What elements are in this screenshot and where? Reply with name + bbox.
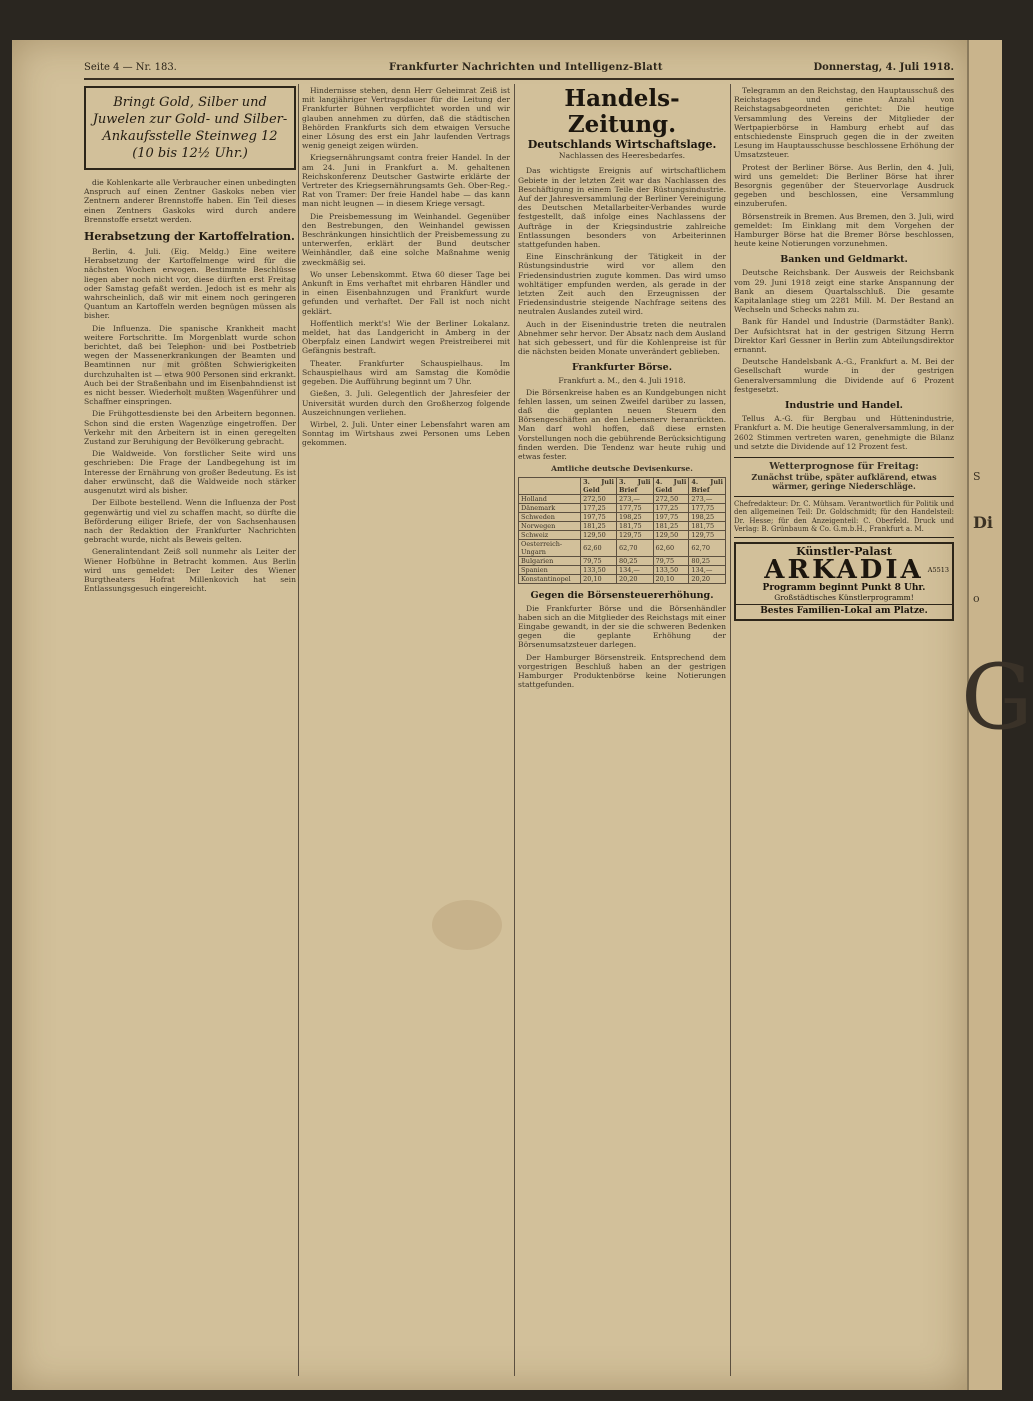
article-headline: Industrie und Handel. xyxy=(784,400,903,412)
table-cell: 177,75 xyxy=(616,503,653,512)
table-row xyxy=(519,565,726,574)
table-cell: 181,75 xyxy=(689,521,726,530)
article-paragraph: Eine Einschränkung der Tätigkeit in der Rüstungsindustrie wird vor allem den Friedensindustrien zugute kommen. Das wird umso wohltätiger empfunden werden, als gerade in der letzten Zeit auch den Erzeugnissen der Friedensindustrie steigende Nachfrage seitens des neutralen Auslandes zuteil wird. xyxy=(518,252,726,317)
table-cell: 129,50 xyxy=(653,530,689,539)
article-kicker: Nachlassen des Heeresbedarfes. xyxy=(558,151,686,161)
article-paragraph: Die Influenza. Die spanische Krankheit macht weitere Fortschritte. Im Morgenblatt wurde schon berichtet, daß bei Telephon- und bei Postbetrieb wegen der Massenerkrankungen der Beamten und Beamtinnen nur mit größten Schwierigkeiten durchzuhalten ist — etwa 900 Personen sind erkrankt. Auch bei der Straßenbahn und im Eisenbahndienst ist es nicht besser. Wiederholt mußten Wagenführer und Schaffner einspringen. xyxy=(84,323,296,407)
table-cell: Schweden xyxy=(519,512,581,521)
table-cell: 133,50 xyxy=(653,565,689,574)
newspaper-page xyxy=(12,40,967,1390)
masthead-title: Frankfurter Nachrichten und Intelligenz-Blatt xyxy=(389,62,663,73)
article-paragraph: Der Hamburger Börsenstreik. Entsprechend dem vorgestrigen Beschluß haben an der gestrigen Hamburger Produktenbörse keine Notierungen stattgefunden. xyxy=(518,652,726,690)
table-cell: 129,75 xyxy=(616,530,653,539)
article-paragraph: Hoffentlich merkt's! Wie der Berliner Lokalanz. meldet, hat das Landgericht in Amberg in der Oberpfalz einen Landwirt wegen Preistreiberei mit Gefängnis bestraft. xyxy=(302,318,510,356)
gold-ankauf-ad: Bringt Gold, Silber und Juwelen zur Gold- und Silber-Ankaufsstelle Steinweg 12 (10 bis 12½ Uhr.) xyxy=(84,86,296,170)
column-4 xyxy=(734,86,954,1376)
table-cell: 129,50 xyxy=(581,530,617,539)
article-paragraph: Theater. Frankfurter Schauspielhaus. Im Schauspielhaus wird am Samstag die Komödie gegeben. Die Aufführung beginnt um 7 Uhr. xyxy=(302,358,510,387)
table-header-row xyxy=(519,477,726,494)
table-cell: 129,75 xyxy=(689,530,726,539)
table-cell: 272,50 xyxy=(653,494,689,503)
article-paragraph: Generalintendant Zeiß soll nunmehr als Leiter der Wiener Hofbühne in Betracht kommen. Aus Berlin wird uns gemeldet: Der Leiter des Wiener Burgtheaters Hofrat Millenkovich hat sein Entlassungsgesuch eingereicht. xyxy=(84,547,296,594)
article-headline: Gegen die Börsensteuererhöhung. xyxy=(530,589,714,601)
table-cell: 272,50 xyxy=(581,494,617,503)
table-cell: 62,60 xyxy=(581,539,617,556)
weather-forecast: Zunächst trübe, später aufklärend, etwas wärmer, geringe Niederschläge. xyxy=(751,472,937,492)
table-header-cell: 3. Juli Geld xyxy=(581,477,617,494)
ad-code: A5513 xyxy=(927,565,949,574)
article-paragraph: Deutsche Handelsbank A.-G., Frankfurt a. M. Bei der Gesellschaft wurde in der gestrigen Generalversammlung die Dividende auf 6 Prozent festgesetzt. xyxy=(734,357,954,394)
article-paragraph: Hindernisse stehen, denn Herr Geheimrat Zeiß ist mit langjähriger Vertragsdauer für die Leitung der Frankfurter Bühnen verpflichtet worden und wir glauben annehmen zu dürfen, daß die städtischen Behörden Frankfurts sich dem etwaigen Versuche einer Lösung des erst ein Jahr laufenden Vertrags wenig geneigt zeigen würden. xyxy=(302,86,510,151)
table-cell: 198,25 xyxy=(616,512,653,521)
article-paragraph: Die Börsenkreise haben es an Kundgebungen nicht fehlen lassen, um seinen Zweifel darüber zu lassen, daß die geplanten neuen Steuern den Börsengeschäften an den Lebensnerv heranrückten. Man darf wohl hoffen, daß diese ernsten Vorstellungen noch die gebührende Berücksichtigung finden werden. Die Tendenz war heute ruhig und etwas fester. xyxy=(518,387,726,462)
table-cell: 79,75 xyxy=(581,556,617,565)
table-cell: Dänemark xyxy=(519,503,581,512)
column-3 xyxy=(518,86,726,1376)
table-cell: 197,75 xyxy=(581,512,617,521)
table-cell: 177,25 xyxy=(653,503,689,512)
next-page-edge xyxy=(961,40,1033,1390)
table-cell: 80,25 xyxy=(689,556,726,565)
table-header-cell: 4. Juli Brief xyxy=(689,477,726,494)
article-headline: Banken und Geldmarkt. xyxy=(780,254,908,266)
table-cell: 20,10 xyxy=(653,574,689,583)
article-paragraph: Kriegsernährungsamt contra freier Handel. In der am 24. Juni in Frankfurt a. M. gehaltenen Reichskonferenz Deutscher Gastwirte erklärte der Vertreter des Kriegsernährungsamts Geh. Ober-Reg.-Rat von Tramer: Der freie Handel habe — das kann man nicht leugnen — in diesem Kriege versagt. xyxy=(302,153,510,209)
table-cell: 133,50 xyxy=(581,565,617,574)
ad-program: Programm beginnt Punkt 8 Uhr. xyxy=(762,582,926,593)
column-1 xyxy=(84,86,296,1376)
table-cell: 181,75 xyxy=(616,521,653,530)
table-cell: 134,— xyxy=(616,565,653,574)
article-paragraph: Wo unser Lebenskommt. Etwa 60 dieser Tage bei Ankunft in Ems verhaftet mit ehrbaren Händler und in einen Eisenbahnzugen und Frankfurt wurde gefunden und verhaftet. Der Fall ist noch nicht geklärt. xyxy=(302,269,510,316)
table-cell: 62,60 xyxy=(653,539,689,556)
article-paragraph: die Kohlenkarte alle Verbraucher einen unbedingten Anspruch auf einen Zentner Gaskoks neben vier Zentnern anderer Brennstoffe haben. Ein Teil dieses einen Zentners Gaskoks wird durch andere Brennstoffe ersetzt werden. xyxy=(84,178,296,224)
column-divider xyxy=(730,84,731,1376)
ad-footer: Bestes Familien-Lokal am Platze. xyxy=(736,604,952,616)
table-row xyxy=(519,503,726,512)
page-header xyxy=(84,62,954,78)
article-paragraph: Der Eilbote bestellend. Wenn die Influenza der Post gegenwärtig und viel zu schaffen macht, so dürfte die Beförderung eiliger Briefe, der von Sachsenhausen nach der Redaktion der Frankfurter Nachrichten gebracht wurde, nicht als Beweis gelten. xyxy=(84,498,296,545)
table-cell: 20,10 xyxy=(581,574,617,583)
article-paragraph: Berlin, 4. Juli. (Eig. Meldg.) Eine weitere Herabsetzung der Kartoffelmenge wird für die nächsten Wochen erwogen. Bestimmte Beschlüsse liegen aber noch nicht vor, diese dürften erst Freitag oder Samstag gefaßt werden. Jedoch ist es mehr als wahrscheinlich, daß wir mit einem noch geringeren Quantum an Kartoffeln werden begnügen müssen als bisher. xyxy=(84,247,296,321)
table-cell: 198,25 xyxy=(689,512,726,521)
table-row xyxy=(519,512,726,521)
table-cell: 273,— xyxy=(616,494,653,503)
table-cell: 62,70 xyxy=(616,539,653,556)
column-divider xyxy=(298,84,299,1376)
article-dateline: Frankfurt a. M., den 4. Juli 1918. xyxy=(558,376,686,386)
header-rule xyxy=(84,78,954,80)
table-cell: Norwegen xyxy=(519,521,581,530)
column-divider xyxy=(514,84,515,1376)
article-paragraph: Bank für Handel und Industrie (Darmstädter Bank). Der Aufsichtsrat hat in der gestrigen Sitzung Herrn Direktor Karl Gessner in Berlin zum Abteilungsdirektor ernannt. xyxy=(734,317,954,355)
table-row xyxy=(519,539,726,556)
table-title: Amtliche deutsche Devisenkurse. xyxy=(551,464,693,474)
article-paragraph: Deutsche Reichsbank. Der Ausweis der Reichsbank vom 29. Juni 1918 zeigt eine starke Anspannung der Bank an diesem Quartalsschluß. Die gesamte Kapitalanlage stieg um 2281 Mill. M. Der Bestand an Wechseln und Schecks nahm zu. xyxy=(734,268,954,315)
ad-kicker: Künstler-Palast xyxy=(796,544,892,558)
table-cell: 197,75 xyxy=(653,512,689,521)
table-row xyxy=(519,530,726,539)
article-headline: Herabsetzung der Kartoffelration. xyxy=(84,230,295,244)
article-paragraph: Protest der Berliner Börse. Aus Berlin, den 4. Juli, wird uns gemeldet: Die Berliner Börse hat ihrer Besorgnis gegenüber der Steuervorlage Ausdruck gegeben und beschlossen, eine Versammlung einzuberufen. xyxy=(734,162,954,209)
weather-heading: Wetterprognose für Freitag: xyxy=(734,457,954,471)
arkadia-ad xyxy=(734,542,954,622)
table-cell: 181,25 xyxy=(581,521,617,530)
article-paragraph: Auch in der Eisenindustrie treten die neutralen Abnehmer sehr hervor. Der Absatz nach dem Ausland hat sich gebessert, und für die Kohlenpreise ist für die nächsten beiden Monate unverändert geblieben. xyxy=(518,319,726,357)
table-row xyxy=(519,494,726,503)
table-cell: 177,25 xyxy=(581,503,617,512)
next-page-fragment: o xyxy=(973,592,980,605)
table-cell: 20,20 xyxy=(616,574,653,583)
article-paragraph: Die Frühgottesdienste bei den Arbeitern begonnen. Schon sind die ersten Wagenzüge eingetroffen. Der Verkehr mit den Arbeitern ist in einen geregelten Zustand zur Beruhigung der Bevölkerung gebracht. xyxy=(84,409,296,447)
table-row xyxy=(519,574,726,583)
table-cell: 273,— xyxy=(689,494,726,503)
article-headline: Frankfurter Börse. xyxy=(571,362,673,374)
column-2 xyxy=(302,86,510,1376)
table-cell: 79,75 xyxy=(653,556,689,565)
section-subtitle: Deutschlands Wirtschaftslage. xyxy=(527,138,717,151)
table-cell: 134,— xyxy=(689,565,726,574)
table-row xyxy=(519,521,726,530)
table-cell: 62,70 xyxy=(689,539,726,556)
issue-date: Donnerstag, 4. Juli 1918. xyxy=(813,62,954,73)
article-paragraph: Gießen, 3. Juli. Gelegentlich der Jahresfeier der Universität wurden durch den Großherzog folgende Auszeichnungen verliehen. xyxy=(302,389,510,417)
table-cell: 177,75 xyxy=(689,503,726,512)
ad-genre: Großstädtisches Künstlerprogramm! xyxy=(774,592,914,602)
table-header-cell xyxy=(519,477,581,494)
table-header-cell: 3. Juli Brief xyxy=(616,477,653,494)
article-paragraph: Die Waldweide. Von forstlicher Seite wird uns geschrieben: Die Frage der Landbegehung ist im Interesse der Ernährung von großer Bedeutung. Es ist daher erwünscht, daß die Waldweide noch stärker ausgenutzt wird als bisher. xyxy=(84,449,296,496)
article-paragraph: Das wichtigste Ereignis auf wirtschaftlichem Gebiete in der letzten Zeit war das Nachlassen des Beschäftigung in einem Teile der Rüstungsindustrie. Auf der Jahresversammlung der Berliner Vereinigung des Deutschen Metallarbeiter-Verbandes wurde festgestellt, daß infolge eines Nachlassens der Aufträge in der Kriegsindustrie zahlreiche Entlassungen besonders von Arbeiterinnen stattgefunden haben. xyxy=(518,166,726,250)
table-row xyxy=(519,556,726,565)
next-page-fragment: S xyxy=(973,470,981,483)
table-cell: Schweiz xyxy=(519,530,581,539)
devisen-table xyxy=(518,477,726,584)
table-cell: Bulgarien xyxy=(519,556,581,565)
article-paragraph: Die Frankfurter Börse und die Börsenhändler haben sich an die Mitglieder des Reichstags mit einer Eingabe gewandt, in der sie die schweren Bedenken gegen die geplante Erhöhung der Börsenumsatzsteuer darlegen. xyxy=(518,603,726,650)
table-cell: 20,20 xyxy=(689,574,726,583)
ad-name: ARKADIA xyxy=(764,554,924,585)
article-paragraph: Telegramm an den Reichstag, den Hauptausschuß des Reichstages und eine Anzahl von Reichstagsabgeordneten gerichtet: Die heutige Versammlung des Vereins der Mitglieder der Wertpapierbörse in Hamburg erhebt auf das entschiedenste Einspruch gegen die in der zweiten Lesung im Hauptausschusse beschlossene Erhöhung der Umsatzsteuer. xyxy=(734,86,954,160)
page-number: Seite 4 — Nr. 183. xyxy=(84,62,177,73)
table-cell: Spanien xyxy=(519,565,581,574)
article-paragraph: Die Preisbemessung im Weinhandel. Gegenüber den Bestrebungen, den Weinhandel gewissen Beschränkungen hinsichtlich der Preisbemessung zu unterwerfen, erklärt der Bund deutscher Weinhändler, daß eine solche Maßnahme wenig zweckmäßig sei. xyxy=(302,211,510,267)
table-header-cell: 4. Juli Geld xyxy=(653,477,689,494)
section-title: Handels-Zeitung. xyxy=(564,85,680,138)
next-page-fragment: Di xyxy=(973,513,993,532)
table-cell: Konstantinopel xyxy=(519,574,581,583)
table-cell: 80,25 xyxy=(616,556,653,565)
table-cell: 181,25 xyxy=(653,521,689,530)
article-paragraph: Tellus A.-G. für Bergbau und Hüttenindustrie, Frankfurt a. M. Die heutige Generalversammlung, in der 2602 Stimmen vertreten waren, genehmigte die Bilanz und setzte die Dividende auf 12 Prozent fest. xyxy=(734,414,954,451)
imprint: Chefredakteur: Dr. C. Mühsam. Verantwortlich für Politik und den allgemeinen Teil: Dr. Goldschmidt; für den Handelsteil: Dr. Hesse; für den Anzeigenteil: C. Oberfeld. Druck und Verlag: B. Grünbaum & Co. G.m.b.H., Frankfurt a. M. xyxy=(734,496,954,538)
table-cell: Holland xyxy=(519,494,581,503)
article-paragraph: Wirbel, 2. Juli. Unter einer Lebensfahrt waren am Sonntag im Wirtshaus zwei Personen ums Leben gekommen. xyxy=(302,419,510,448)
article-paragraph: Börsenstreik in Bremen. Aus Bremen, den 3. Juli, wird gemeldet: Im Einklang mit dem Vorgehen der Hamburger Börse hat die Bremer Börse beschlossen, heute keine Notierungen vorzunehmen. xyxy=(734,211,954,249)
next-page-large-glyph: G xyxy=(961,645,1033,750)
table-cell: Oesterreich-Ungarn xyxy=(519,539,581,556)
